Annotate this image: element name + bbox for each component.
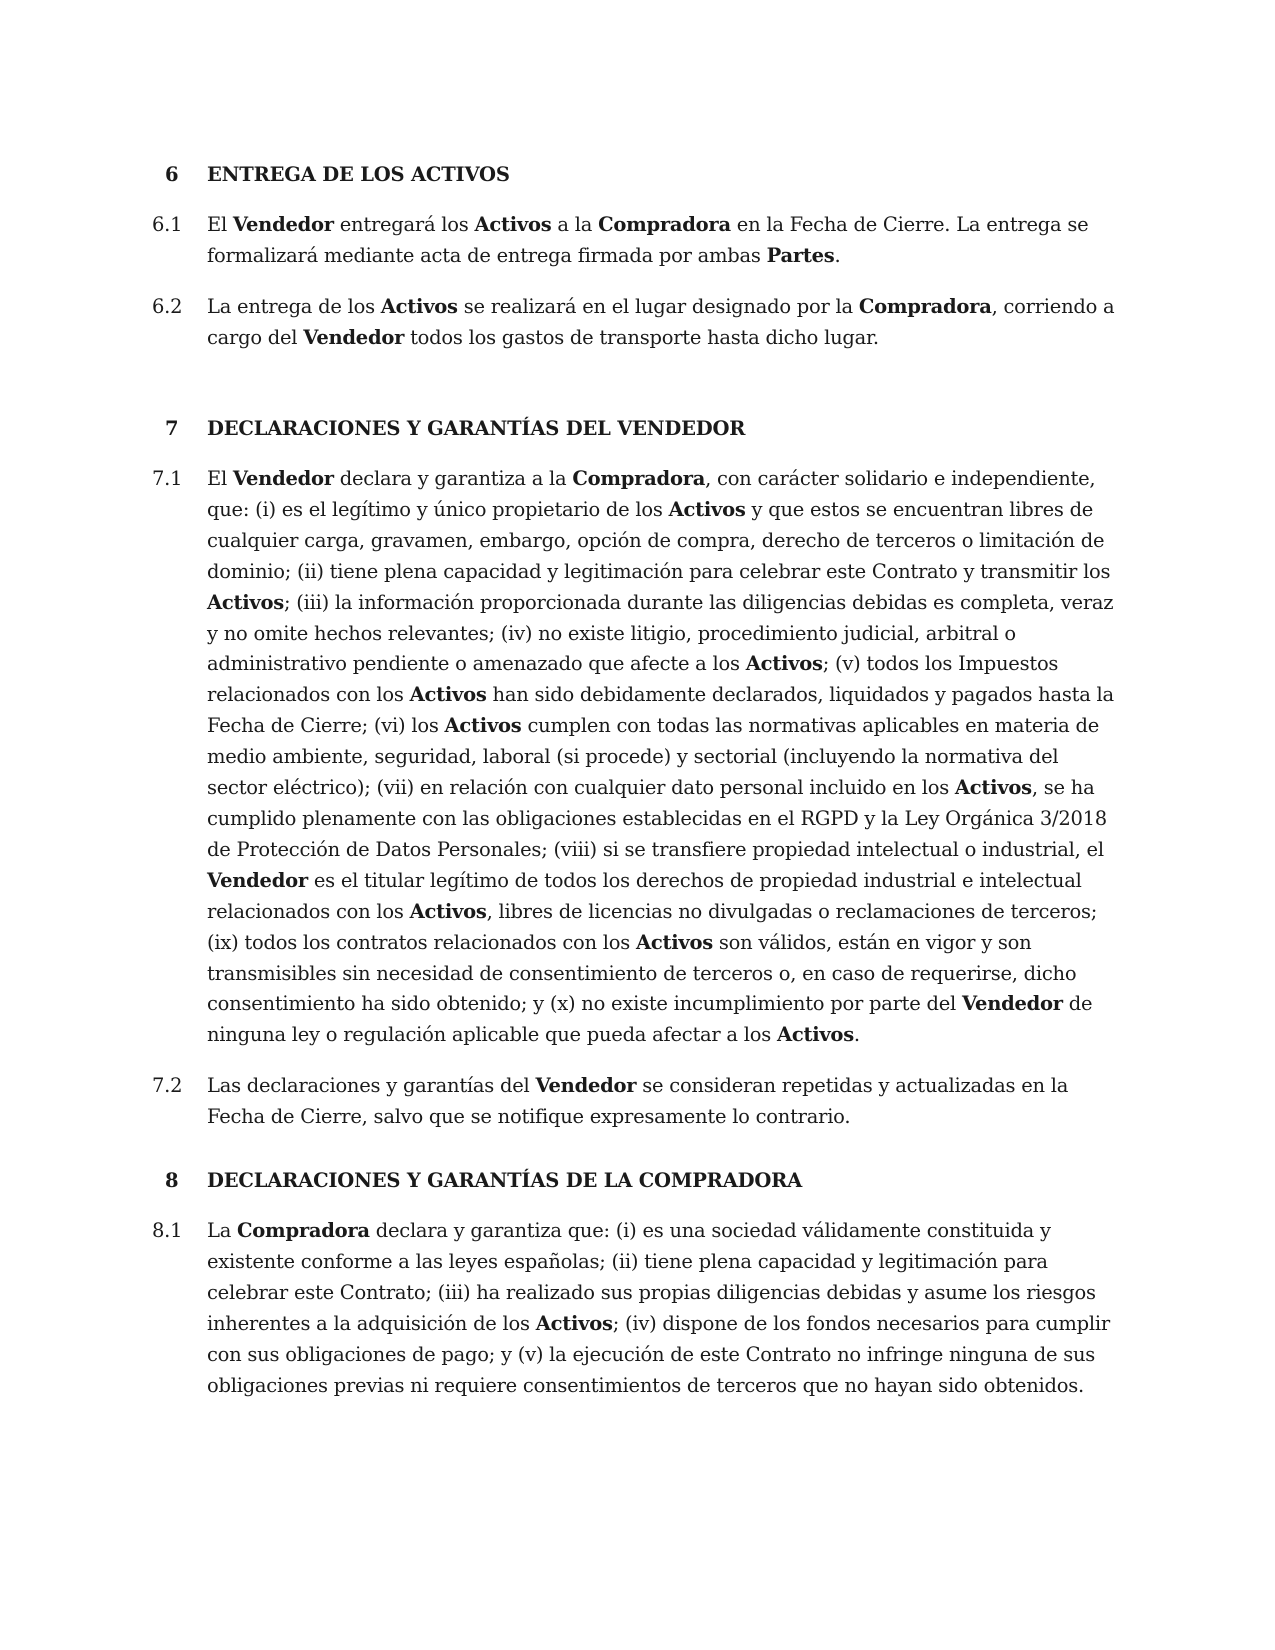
text-line xyxy=(207,928,1127,959)
text-run: consentimiento ha sido obtenido; y (x) no existe incumplimiento por parte del xyxy=(207,992,962,1016)
section-number: 6 xyxy=(165,163,179,186)
text-run: Fecha de Cierre, salvo que se notifique expresamente lo contrario. xyxy=(207,1105,851,1129)
text-run: con sus obligaciones de pago; y (v) la ejecución de este Contrato no infringe ninguna de sus xyxy=(207,1342,1096,1366)
text-run: Fecha de Cierre; (vi) los xyxy=(207,714,445,738)
defined-term: Activos xyxy=(444,714,522,738)
text-run: . xyxy=(834,243,841,267)
clause-text xyxy=(207,292,1127,354)
clause-6-2 xyxy=(0,292,1275,354)
text-run: de Protección de Datos Personales; (viii) si se transfiere propiedad intelectual o industrial, el xyxy=(207,837,1104,861)
defined-term: Activos xyxy=(668,497,746,521)
text-line xyxy=(207,897,1127,928)
defined-term: Vendedor xyxy=(303,325,405,349)
text-line xyxy=(207,959,1127,990)
text-line xyxy=(207,989,1127,1020)
text-run: que: (i) es el legítimo y único propietario de los xyxy=(207,497,669,521)
defined-term: Activos xyxy=(474,213,552,236)
clause-number: 6.2 xyxy=(152,294,183,318)
text-run: cumplido plenamente con las obligaciones establecidas en el RGPD y la Ley Orgánica 3/2018 xyxy=(207,806,1107,830)
text-run: de xyxy=(1062,992,1093,1016)
defined-term: Activos xyxy=(380,294,458,318)
defined-term: Vendedor xyxy=(535,1074,637,1098)
text-line xyxy=(207,680,1127,711)
text-run: (ix) todos los contratos relacionados con los xyxy=(207,930,636,954)
defined-term: Activos xyxy=(409,899,487,923)
text-line xyxy=(207,1340,1127,1371)
text-line xyxy=(207,526,1127,557)
section-heading xyxy=(0,414,1275,444)
text-run: declara y garantiza a la xyxy=(333,467,573,490)
section-8 xyxy=(0,1166,1275,1401)
text-line xyxy=(207,1309,1127,1340)
text-line xyxy=(207,649,1127,680)
text-run: , libres de licencias no divulgadas o reclamaciones de terceros; xyxy=(486,899,1098,923)
clause-7-1 xyxy=(0,464,1275,1051)
text-run: El xyxy=(207,213,233,236)
defined-term: Vendedor xyxy=(232,213,334,236)
text-run: , con carácter solidario e independiente, xyxy=(705,467,1096,490)
clause-7-2 xyxy=(0,1071,1275,1133)
clause-text xyxy=(207,210,1127,272)
text-run: ; (iii) la información proporcionada durante las diligencias debidas es completa, veraz xyxy=(283,590,1114,614)
defined-term: Activos xyxy=(954,776,1032,800)
text-run: son válidos, están en vigor y son xyxy=(712,930,1032,954)
text-line xyxy=(207,464,1127,495)
text-run: La entrega de los xyxy=(207,294,381,318)
clause-text xyxy=(207,464,1127,1051)
section-number: 7 xyxy=(165,417,179,440)
text-run: obligaciones previas ni requiere consentimientos de terceros que no hayan sido obtenidos. xyxy=(207,1373,1084,1397)
text-run: y que estos se encuentran libres de xyxy=(745,497,1094,521)
text-line xyxy=(207,1102,1127,1133)
text-line xyxy=(207,1278,1127,1309)
defined-term: Partes xyxy=(766,243,835,267)
text-line xyxy=(207,241,1127,272)
text-run: inherentes a la adquisición de los xyxy=(207,1311,536,1335)
defined-term: Vendedor xyxy=(207,868,308,892)
text-line xyxy=(207,1216,1127,1247)
text-line xyxy=(207,835,1127,866)
text-line xyxy=(207,1371,1127,1402)
text-line xyxy=(207,1247,1127,1278)
text-run: cumplen con todas las normativas aplicables en materia de xyxy=(521,714,1100,738)
defined-term: Activos xyxy=(635,930,713,954)
text-line xyxy=(207,495,1127,526)
text-line xyxy=(207,588,1127,619)
text-run: ; (iv) dispone de los fondos necesarios para cumplir xyxy=(612,1311,1110,1335)
text-run: cualquier carga, gravamen, embargo, opción de compra, derecho de terceros o limitación de xyxy=(207,528,1105,552)
defined-term: Compradora xyxy=(598,213,731,236)
clause-6-1 xyxy=(0,210,1275,272)
text-run: ; (v) todos los Impuestos xyxy=(822,652,1059,676)
text-run: relacionados con los xyxy=(207,683,410,707)
text-run: La xyxy=(207,1219,238,1242)
clause-text xyxy=(207,1071,1127,1133)
text-run: ninguna ley o regulación aplicable que pueda afectar a los xyxy=(207,1023,777,1047)
defined-term: Compradora xyxy=(858,294,992,318)
text-run: transmisibles sin necesidad de consentimiento de terceros o, en caso de requerirse, dicho xyxy=(207,961,1077,985)
section-title: ENTREGA DE LOS ACTIVOS xyxy=(207,163,510,186)
defined-term: Activos xyxy=(207,590,284,614)
text-run: medio ambiente, seguridad, laboral (si procede) y sectorial (incluyendo la normativa del xyxy=(207,745,1059,769)
text-line xyxy=(207,711,1127,742)
text-line xyxy=(207,292,1127,323)
text-run: se realizará en el lugar designado por la xyxy=(457,294,859,318)
text-run: a la xyxy=(551,213,599,236)
text-run: existente conforme a las leyes españolas; (ii) tiene plena capacidad y legitimación para xyxy=(207,1249,1048,1273)
defined-term: Activos xyxy=(409,683,487,707)
text-run: todos los gastos de transporte hasta dicho lugar. xyxy=(404,325,879,349)
clause-number: 7.1 xyxy=(152,467,183,490)
section-title: DECLARACIONES Y GARANTÍAS DEL VENDEDOR xyxy=(207,417,746,440)
clause-number: 6.1 xyxy=(152,213,183,236)
section-heading xyxy=(0,1166,1275,1196)
text-run: dominio; (ii) tiene plena capacidad y legitimación para celebrar este Contrato y transmitir los xyxy=(207,559,1111,583)
defined-term: Activos xyxy=(776,1023,854,1047)
text-line xyxy=(207,773,1127,804)
section-number: 8 xyxy=(165,1169,179,1192)
defined-term: Activos xyxy=(535,1311,613,1335)
text-run: declara y garantiza que: (i) es una sociedad válidamente constituida y xyxy=(369,1219,1051,1242)
text-run: relacionados con los xyxy=(207,899,410,923)
text-line xyxy=(207,210,1127,241)
text-run: formalizará mediante acta de entrega firmada por ambas xyxy=(207,243,767,267)
text-run: es el titular legítimo de todos los derechos de propiedad industrial e intelectual xyxy=(307,868,1082,892)
text-run: , corriendo a xyxy=(991,294,1115,318)
text-run: se consideran repetidas y actualizadas en la xyxy=(636,1074,1069,1098)
defined-term: Compradora xyxy=(572,467,706,490)
text-line xyxy=(207,804,1127,835)
text-run: y no omite hechos relevantes; (iv) no existe litigio, procedimiento judicial, arbitral o xyxy=(207,621,1016,645)
clause-8-1 xyxy=(0,1216,1275,1401)
text-line xyxy=(207,742,1127,773)
text-run: , se ha xyxy=(1031,776,1095,800)
clause-number: 8.1 xyxy=(152,1219,183,1242)
text-run: entregará los xyxy=(333,213,475,236)
text-run: . xyxy=(853,1023,860,1047)
clause-text xyxy=(207,1216,1127,1401)
section-6 xyxy=(0,160,1275,354)
text-run: Las declaraciones y garantías del xyxy=(207,1074,536,1098)
clause-number: 7.2 xyxy=(152,1074,183,1098)
defined-term: Activos xyxy=(745,652,823,676)
section-7 xyxy=(0,414,1275,1133)
text-run: celebrar este Contrato; (iii) ha realizado sus propias diligencias debidas y asume los riesgos xyxy=(207,1280,1096,1304)
text-run: El xyxy=(207,467,233,490)
text-run: han sido debidamente declarados, liquidados y pagados hasta la xyxy=(486,683,1114,707)
text-run: cargo del xyxy=(207,325,304,349)
defined-term: Vendedor xyxy=(232,467,334,490)
text-line xyxy=(207,557,1127,588)
text-line xyxy=(207,1020,1127,1051)
text-line xyxy=(207,1071,1127,1102)
defined-term: Compradora xyxy=(237,1219,370,1242)
text-run: en la Fecha de Cierre. La entrega se xyxy=(730,213,1089,236)
section-heading xyxy=(0,160,1275,190)
text-line xyxy=(207,619,1127,650)
text-line xyxy=(207,323,1127,354)
text-run: sector eléctrico); (vii) en relación con cualquier dato personal incluido en los xyxy=(207,776,955,800)
text-line xyxy=(207,866,1127,897)
defined-term: Vendedor xyxy=(961,992,1063,1016)
text-run: administrativo pendiente o amenazado que afecte a los xyxy=(207,652,746,676)
section-title: DECLARACIONES Y GARANTÍAS DE LA COMPRADORA xyxy=(207,1169,803,1192)
